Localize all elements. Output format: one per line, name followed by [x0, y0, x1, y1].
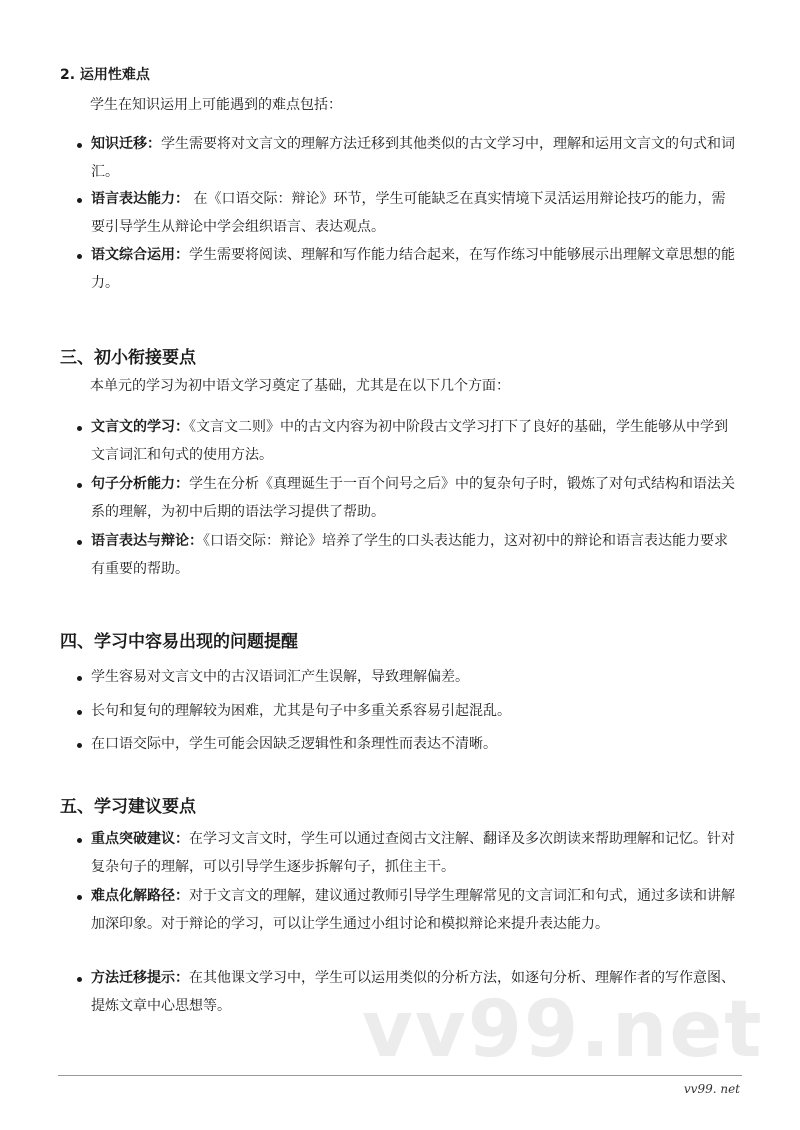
item-text: 在《口语交际：辩论》环节，学生可能缺乏在真实情境下灵活运用辩论技巧的能力，需要引导学生从辩论中学会组织语言、表达观点。 — [91, 191, 726, 235]
footer-divider — [58, 1075, 742, 1076]
bullet-icon — [77, 254, 82, 259]
watermark: vv99.net — [362, 985, 764, 1075]
bullet-icon — [77, 676, 82, 681]
list-item — [77, 241, 739, 297]
bullet-icon — [77, 895, 82, 900]
section-title-suggestions: 五、学习建议要点 — [60, 797, 196, 817]
subsection-title-application-difficulties: 2. 运用性难点 — [60, 67, 150, 83]
bullet-icon — [77, 977, 82, 982]
list-item — [77, 413, 739, 469]
list-item — [77, 663, 739, 691]
bullet-icon — [77, 143, 82, 148]
item-text: 学生需要将对文言文的理解方法迁移到其他类似的古文学习中，理解和运用文言文的句式和词汇。 — [91, 136, 735, 180]
list-item — [77, 825, 739, 881]
section-intro: 本单元的学习为初中语文学习奠定了基础，尤其是在以下几个方面： — [90, 378, 510, 394]
bullet-icon — [77, 483, 82, 488]
list-item — [77, 470, 739, 526]
list-item — [77, 185, 739, 241]
item-label: 重点突破建议： — [91, 831, 189, 847]
bullet-icon — [77, 838, 82, 843]
item-text: 在其他课文学习中，学生可以运用类似的分析方法，如逐句分析、理解作者的写作意图、提炼文章中心思想等。 — [91, 970, 735, 1014]
item-label: 文言文的学习： — [91, 419, 189, 435]
item-label: 语文综合运用： — [91, 247, 189, 263]
list-item — [77, 882, 739, 938]
item-label: 方法迁移提示： — [91, 970, 189, 986]
item-label: 知识迁移： — [91, 136, 161, 152]
item-label: 语言表达能力： — [91, 191, 189, 207]
bullet-icon — [77, 540, 82, 545]
list-item — [77, 130, 739, 186]
item-text: 在学习文言文时，学生可以通过查阅古文注解、翻译及多次朗读来帮助理解和记忆。针对复杂句子的理解，可以引导学生逐步拆解句子，抓住主干。 — [91, 831, 735, 875]
item-text: 学生在分析《真理诞生于一百个问号之后》中的复杂句子时，锻炼了对句式结构和语法关系的理解，为初中后期的语法学习提供了帮助。 — [91, 476, 735, 520]
item-text: 在口语交际中，学生可能会因缺乏逻辑性和条理性而表达不清晰。 — [91, 736, 497, 752]
item-text: 学生容易对文言文中的古汉语词汇产生误解，导致理解偏差。 — [91, 669, 469, 685]
item-text: 学生需要将阅读、理解和写作能力结合起来，在写作练习中能够展示出理解文章思想的能力。 — [91, 247, 735, 291]
item-text: 《文言文二则》中的古文内容为初中阶段古文学习打下了良好的基础，学生能够从中学到文言词汇和句式的使用方法。 — [91, 419, 728, 463]
footer-site: vv99. net — [683, 1082, 740, 1096]
bullet-icon — [77, 426, 82, 431]
item-text: 长句和复句的理解较为困难，尤其是句子中多重关系容易引起混乱。 — [91, 703, 511, 719]
subsection-intro: 学生在知识运用上可能遇到的难点包括： — [90, 97, 342, 113]
item-label: 难点化解路径： — [91, 888, 189, 904]
list-item — [77, 527, 739, 583]
item-text: 对于文言文的理解，建议通过教师引导学生理解常见的文言词汇和句式，通过多读和讲解加深印象。对于辩论的学习，可以让学生通过小组讨论和模拟辩论来提升表达能力。 — [91, 888, 735, 932]
bullet-icon — [77, 710, 82, 715]
item-label: 句子分析能力： — [91, 476, 189, 492]
section-title-problems: 四、学习中容易出现的问题提醒 — [60, 632, 298, 652]
list-item — [77, 697, 739, 725]
bullet-icon — [77, 198, 82, 203]
list-item — [77, 730, 739, 758]
item-label: 语言表达与辩论： — [91, 533, 203, 549]
bullet-icon — [77, 743, 82, 748]
item-text: 《口语交际：辩论》培养了学生的口头表达能力，这对初中的辩论和语言表达能力要求有重要的帮助。 — [91, 533, 728, 577]
section-title-transition: 三、初小衔接要点 — [60, 348, 196, 368]
